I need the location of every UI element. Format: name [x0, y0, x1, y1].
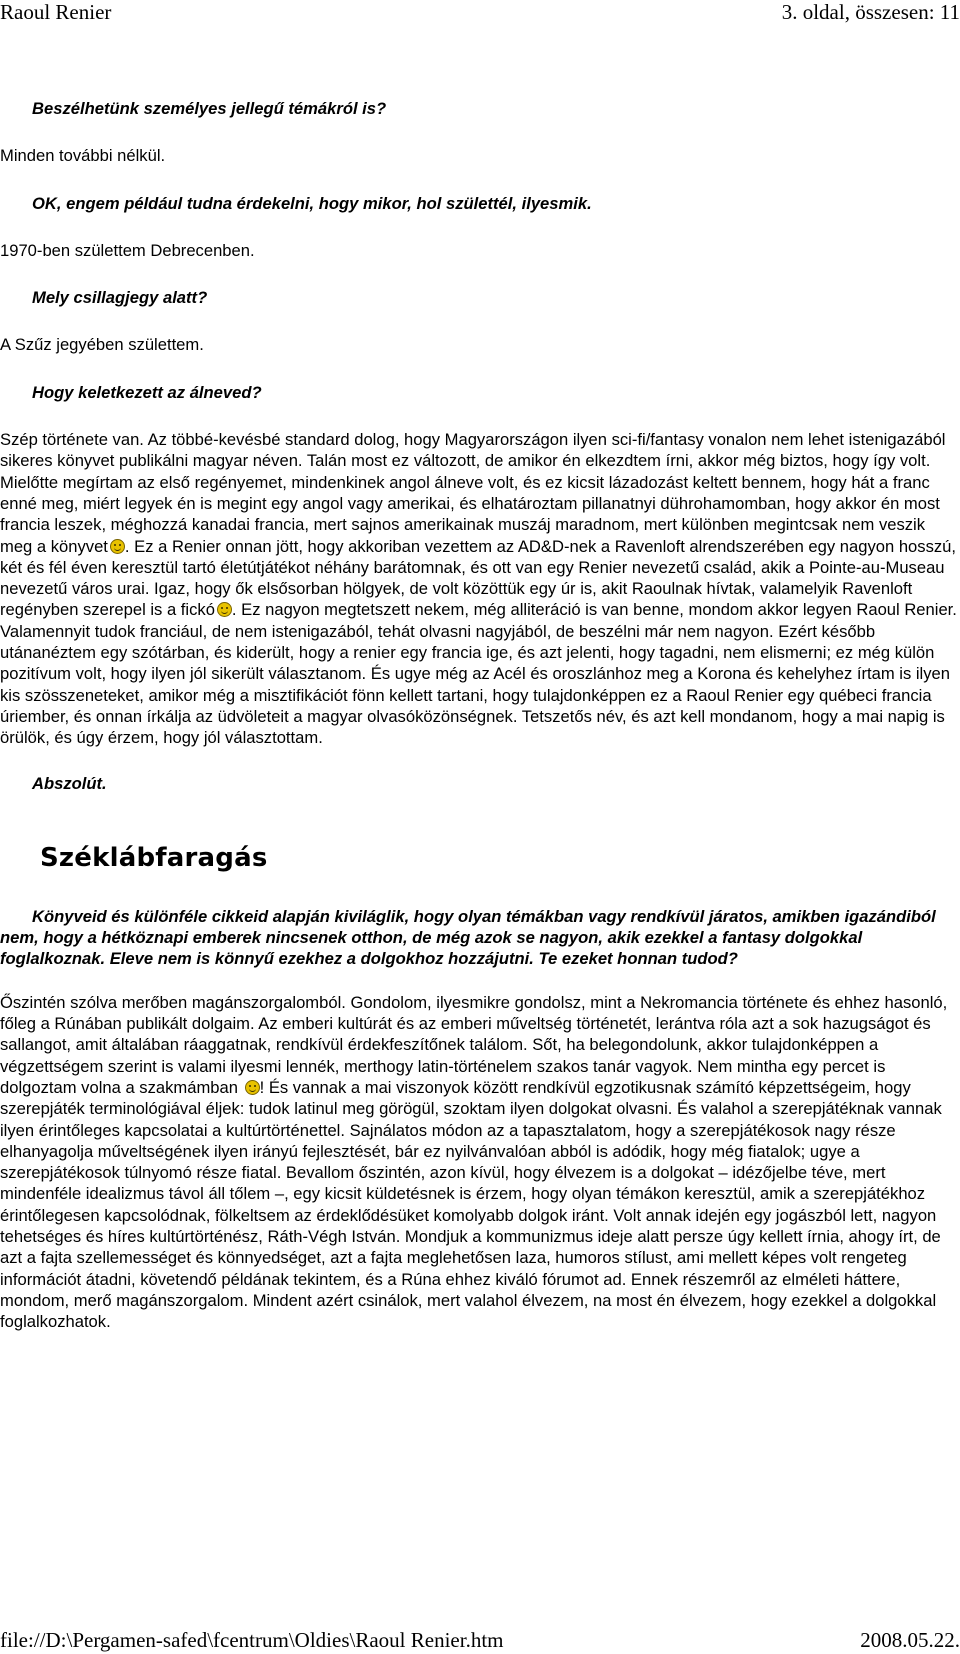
document-content — [0, 98, 958, 1332]
smiley-icon — [245, 1080, 260, 1095]
answer-text: ! És vannak a mai viszonyok között rendkívül egzotikusnak számító képzettségeim, hogy szerepjáték terminológiával éljek: tudok latinul meg görögül, szoktam ilyen dolgokat olvasni. És valahol a szerepjátéknak vannak ilyen érintőleges kapcsolatai a kultúrtörténettel. Sajnálatos módon az a tapasztalatom, hogy a szerepjátékosok nagy része elhanyagolja műveltségének ilyen irányú fejlesztését, bár ez nyilvánvalóan abból is adódik, hogy még fiatalok; ugye a szerepjátékosok túlnyomó része fiatal. Bevallom őszintén, azon kívül, hogy élvezem is a dolgokat – idézőjelbe téve, mert mindenféle idealizmus távol áll tőlem –, egy kicsit küldetésnek is érzem, hogy olyan témákon keresztül, amik a szerepjátékhoz érintőlegesen kapcsolódnak, fölkeltsem az érdeklődésüket komolyabb dolgok iránt. Volt annak idején egy jogászból lett, nagyon tehetséges és híres kultúrtörténész, Ráth-Végh István. Mondjuk a kommunizmus ideje alatt persze úgy kellett írnia, ahogy írt, de azt a fajta szellemességet és könnyedséget, azt a fajta meglehetősen laza, humoros stílust, ami mellett képes volt rengeteg információt átadni, követendő példának tekintem, és a Rúna ehhez kiváló fórumot ad. Ennek részemről az elméleti háttere, mondom, merő magánszorgalom. Mindent azért csinálok, mert valahol élvezem, na most én élvezem, hogy ezekkel a dolgokkal foglalkozhatok. — [0, 1077, 942, 1332]
header-author: Raoul Renier — [0, 0, 112, 24]
section-title: Széklábfaragás — [40, 842, 268, 873]
section-question: Könyveid és különféle cikkeid alapján kiviláglik, hogy olyan témákban vagy rendkívül járatos, amikben igazándiból nem, hogy a hétköznapi emberek nincsenek otthon, de még azok se nagyon, akik ezekkel a fantasy dolgokkal foglalkoznak. Eleve nem is könnyű ezekhez a dolgokhoz hozzájutni. Te ezeket honnan tudod? — [0, 906, 936, 969]
answer-text: Őszintén szólva merőben magánszorgalomból. Gondolom, ilyesmikre gondolsz, mint a Nekromancia története és ehhez hasonló, főleg a Rúnában publikált dolgaim. Az emberi kultúrát és az emberi műveltség történetét, lerántva róla azt a sok hazugságot és sallangot, amit általában ráaggatnak, rendkívül érdekfeszítőnek találom. Sőt, ha belegondolunk, akkor tulajdonképpen a végzettségem szerint is valami ilyesmi lennék, merthogy latin-történelem szakos tanár vagyok. Nem mintha egy percet is dolgoztam volna a szakmámban — [0, 992, 948, 1097]
interview-question: Beszélhetünk személyes jellegű témákról is? — [32, 99, 387, 118]
interview-answer: 1970-ben születtem Debrecenben. — [0, 240, 255, 260]
interview-question: Abszolút. — [32, 773, 107, 793]
section-answer — [0, 992, 958, 1333]
interview-question: OK, engem például tudna érdekelni, hogy mikor, hol születtél, ilyesmik. — [32, 193, 592, 213]
interview-answer: Minden további nélkül. — [0, 146, 166, 166]
answer-text: . Ez a Renier onnan jött, hogy akkoriban vezettem az AD&D-nek a Ravenloft alrendszerében egy nagyon hosszú, két és fél éven keresztül tartó életútjátékot néhány barátomnak, és ott van egy Renier nevezetű család, akik a Pointe-au-Museau nevezetű város urai. Igaz, hogy ők elsősorban hölgyek, de volt közöttük egy úr is, akit Raoulnak hívtak, valamelyik Ravenloft regényben szerepel is a fickó — [0, 536, 957, 620]
answer-text: . Ez nagyon megtetszett nekem, még alliteráció is van benne, mondom akkor legyen Raoul Renier. Valamennyit tudok franciául, de nem istenigazából, tehát olvasni nagyjából, de beszélni már nem nagyon. Ezért később utánanéztem egy szótárban, és kiderült, hogy a renier egy francia ige, és azt jelenti, hogy tagadni, nem elismerni; ez még külön pozitívum volt, hogy ilyen jól sikerült választanom. És ugye még az Acél és oroszlánhoz meg a Korona és kehelyhez írtam is ilyen kis szösszeneteket, amikor még a misztifikációt fönn kellett tartani, hogy tulajdonképpen ez a Raoul Renier egy québeci francia úriember, és onnan írkálja az üdvöleteit a magyar olvasóközönségnek. Tetszetős név, és azt kell mondanom, hogy a mai napig is örülök, és úgy érzem, hogy jól választottam. — [0, 600, 957, 748]
smiley-icon — [110, 539, 125, 554]
interview-answer: A Szűz jegyében születtem. — [0, 335, 204, 355]
interview-question: Hogy keletkezett az álneved? — [32, 382, 262, 402]
header-page-info: 3. oldal, összesen: 11 — [781, 0, 960, 24]
interview-question: Mely csillagjegy alatt? — [32, 288, 208, 308]
answer-text: Szép története van. Az többé-kevésbé standard dolog, hogy Magyarországon ilyen sci-fi/fantasy vonalon nem lehet istenigazából sikeres könyvet publikálni magyar néven. Talán most ez változott, de amikor én elkezdtem írni, akkor még biztos, hogy így volt. Mielőtte megírtam az első regényemet, mindenkinek angol álneve volt, és ez kicsit lázadozást keltett bennem, hogy hát a franc enné meg, miért legyek én is megint egy angol vagy amerikai, és elhatároztam pillanatnyi dührohamomban, hogy akkor én most francia leszek, méghozzá kanadai francia, mert sajnos amerikainak muszáj maradnom, mert különben megintcsak nem veszik meg a könyvet — [0, 430, 946, 556]
footer-date: 2008.05.22. — [860, 1628, 960, 1652]
interview-answer-long — [0, 429, 958, 748]
smiley-icon — [217, 602, 232, 617]
footer-file-path: file://D:\Pergamen-safed\fcentrum\Oldies\Raoul Renier.htm — [0, 1628, 504, 1652]
